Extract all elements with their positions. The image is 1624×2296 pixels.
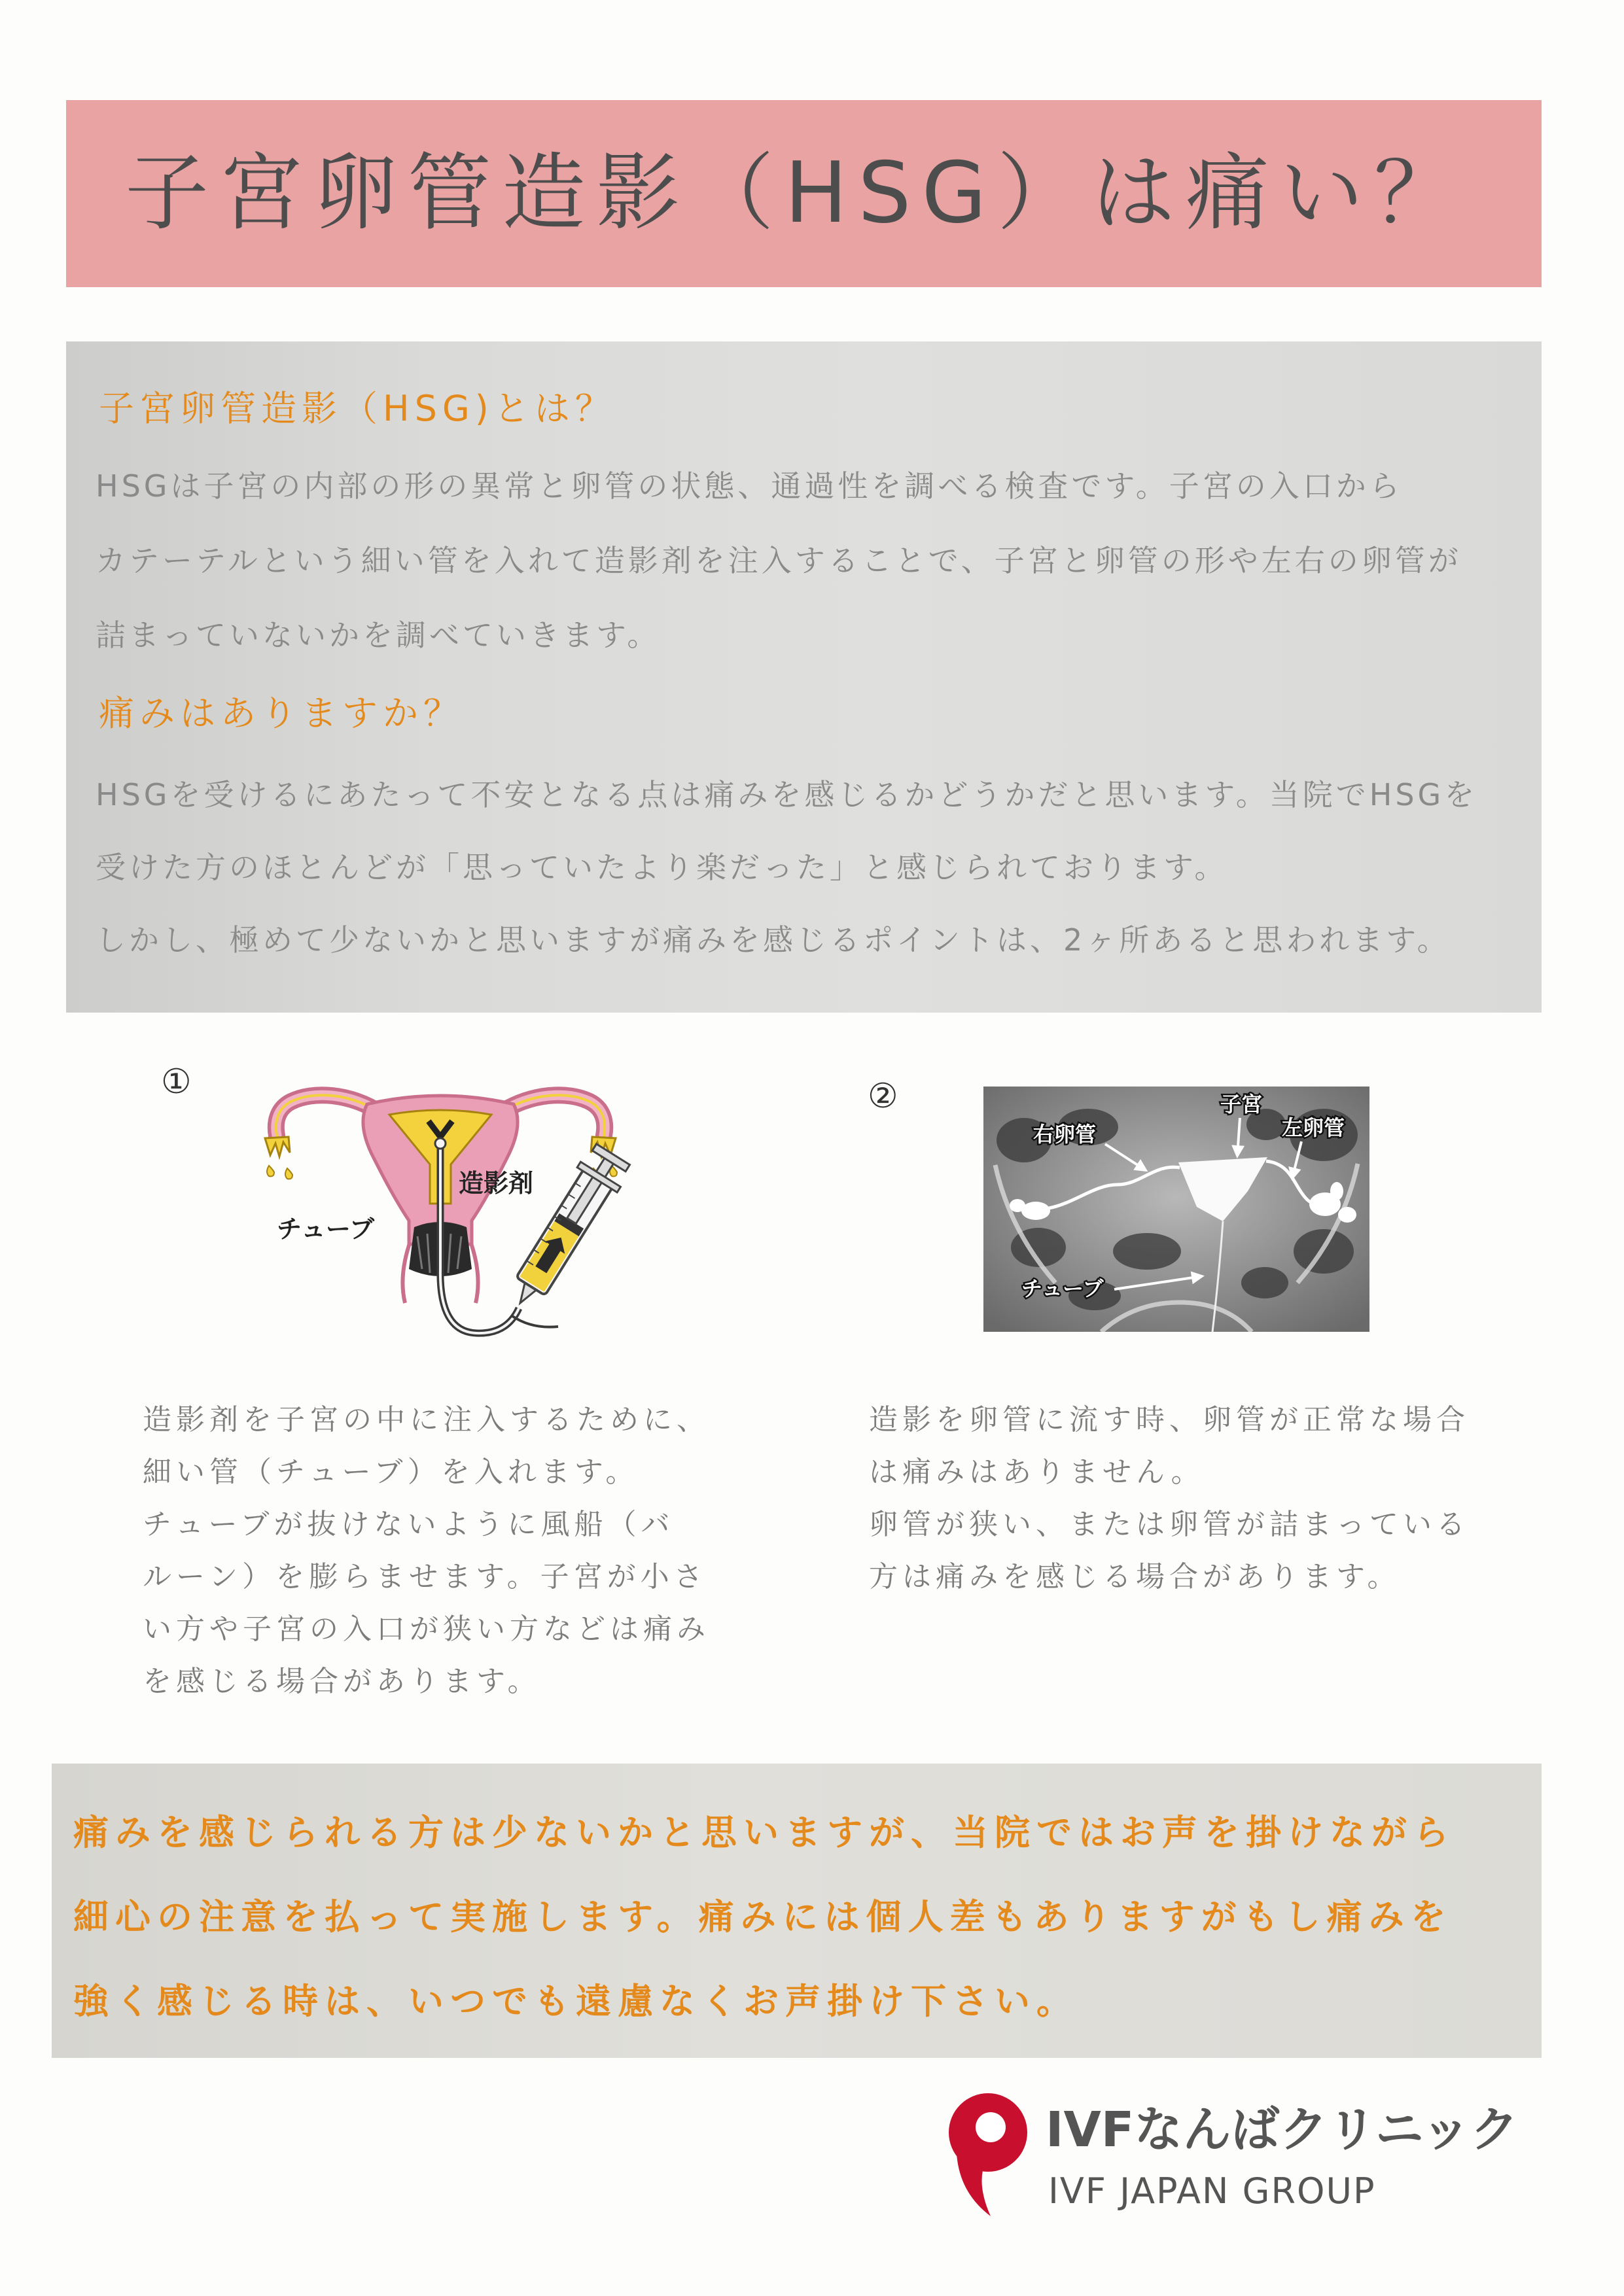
description-line: 方は痛みを感じる場合があります。 — [869, 1560, 1401, 1593]
title-banner — [66, 100, 1542, 287]
what-is-hsg-paragraph — [96, 449, 1462, 672]
paragraph-line: HSGは子宮の内部の形の異常と卵管の状態、通過性を調べる検査です。子宮の入口から — [96, 468, 1403, 504]
description-line: 卵管が狭い、または卵管が詰まっている — [869, 1508, 1470, 1541]
paragraph-line: 受けた方のほとんどが「思っていたより楽だった」と感じられております。 — [96, 850, 1228, 885]
location-pin-icon — [942, 2091, 1034, 2218]
page-title: 子宮卵管造影（HSG）は痛い？ — [125, 145, 1468, 242]
left-tube-label: 左卵管 — [1282, 1115, 1345, 1140]
contrast-agent-label: 造影剤 — [459, 1169, 534, 1198]
paragraph-line: カテーテルという細い管を入れて造影剤を注入することで、子宮と卵管の形や左右の卵管が — [96, 543, 1462, 578]
point-1-description — [143, 1394, 710, 1708]
hsg-xray-image — [983, 1087, 1369, 1332]
notice-text — [73, 1790, 1455, 2044]
intro-box — [66, 341, 1542, 1013]
paragraph-line: 詰まっていないかを調べていきます。 — [96, 617, 661, 653]
description-line: 細い管（チューブ）を入れます。 — [143, 1455, 639, 1489]
uterus-label: 子宮 — [1220, 1092, 1263, 1117]
notice-box — [52, 1764, 1542, 2058]
tube-label: チューブ — [277, 1215, 374, 1244]
point-1-number: ① — [161, 1062, 192, 1102]
what-is-hsg-heading: 子宮卵管造影（HSG)とは？ — [99, 388, 616, 429]
description-line: 造影を卵管に流す時、卵管が正常な場合 — [869, 1403, 1470, 1436]
description-line: を感じる場合があります。 — [143, 1665, 541, 1698]
is-it-painful-paragraph — [96, 759, 1477, 977]
notice-line: 痛みを感じられる方は少ないかと思いますが、当院ではお声を掛けながら — [73, 1812, 1455, 1853]
description-line: は痛みはありません。 — [869, 1455, 1205, 1489]
description-line: い方や子宮の入口が狭い方などは痛み — [143, 1612, 710, 1646]
fimbria-left — [265, 1137, 292, 1179]
is-it-painful-heading: 痛みはありますか？ — [99, 693, 464, 734]
tube-label: チューブ — [1021, 1276, 1104, 1301]
group-name-logo: IVF JAPAN GROUP — [1048, 2170, 1376, 2212]
point-2-description — [869, 1394, 1470, 1603]
description-line: 造影剤を子宮の中に注入するために、 — [143, 1403, 710, 1436]
notice-line: 細心の注意を払って実施します。痛みには個人差もありますがもし痛みを — [73, 1896, 1453, 1938]
clinic-name-logo: IVFなんばクリニック — [1046, 2102, 1519, 2158]
paragraph-line: しかし、極めて少ないかと思いますが痛みを感じるポイントは、2ヶ所あると思われます。 — [96, 922, 1451, 958]
notice-line: 強く感じる時は、いつでも遠慮なくお声掛け下さい。 — [73, 1981, 1078, 2022]
right-tube-label: 右卵管 — [1033, 1122, 1097, 1147]
paragraph-line: HSGを受けるにあたって不安となる点は痛みを感じるかどうかだと思います。当院でHSGを — [96, 777, 1478, 812]
point-2-number: ② — [868, 1077, 898, 1116]
uterus-catheter-illustration — [251, 1073, 633, 1344]
description-line: チューブが抜けないように風船（バ — [143, 1508, 675, 1541]
description-line: ルーン）を膨らませます。子宮が小さ — [143, 1560, 707, 1593]
